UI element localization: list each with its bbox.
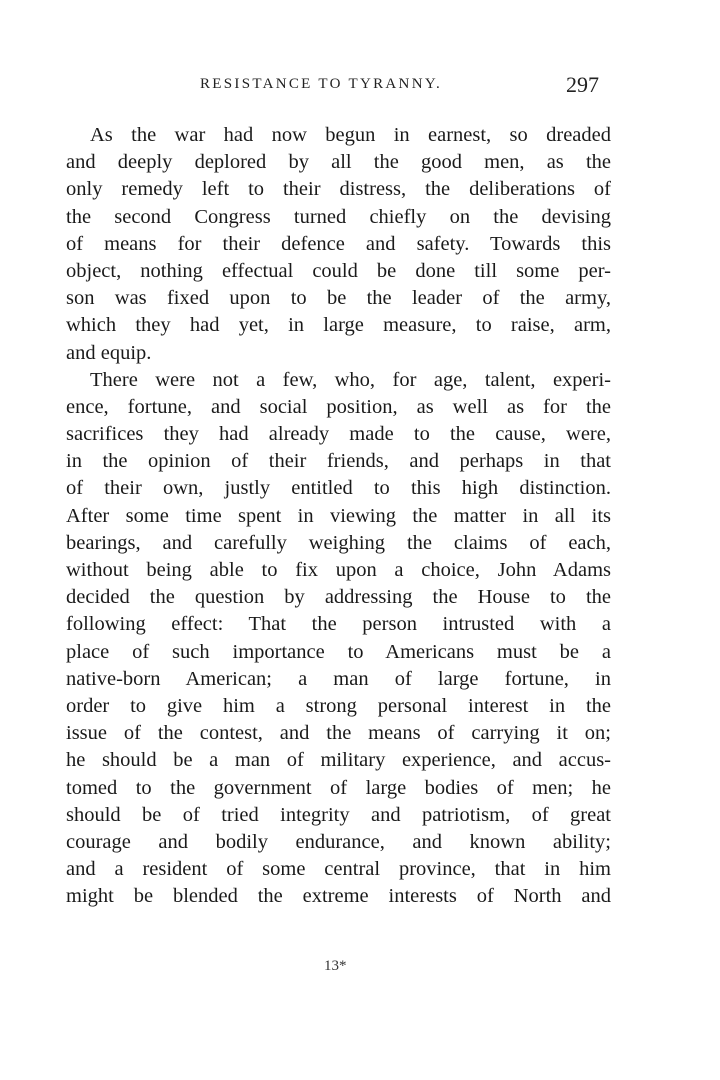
text-line: ence, fortune, and social position, as well as for the <box>66 395 611 418</box>
text-line: decided the question by addressing the House to the <box>66 586 611 609</box>
text-line: might be blended the extreme interests of North and <box>66 885 611 908</box>
text-line: courage and bodily endurance, and known ability; <box>66 830 611 853</box>
text-line: should be of tried integrity and patriotism, of great <box>66 803 611 826</box>
text-line: order to give him a strong personal interest in the <box>66 694 611 717</box>
text-line: following effect: That the person intrusted with a <box>66 613 611 636</box>
text-line: son was fixed upon to be the leader of the army, <box>66 287 611 310</box>
text-line: bearings, and carefully weighing the claims of each, <box>66 531 611 554</box>
running-head-title: RESISTANCE TO TYRANNY. <box>200 76 443 92</box>
text-line: in the opinion of their friends, and perhaps in that <box>66 450 611 473</box>
text-line: which they had yet, in large measure, to raise, arm, <box>66 314 611 337</box>
text-line: There were not a few, who, for age, talent, experi- <box>90 368 611 391</box>
text-line: and equip. <box>66 341 152 364</box>
body-text <box>66 122 611 910</box>
text-line: tomed to the government of large bodies of men; he <box>66 776 611 799</box>
text-line: of means for their defence and safety. Towards this <box>66 232 611 255</box>
signature-mark: 13* <box>324 958 347 974</box>
text-line: As the war had now begun in earnest, so dreaded <box>90 124 611 146</box>
text-line: After some time spent in viewing the matter in all its <box>66 504 611 527</box>
text-line: and a resident of some central province, that in him <box>66 858 611 881</box>
text-line: he should be a man of military experience, and accus- <box>66 749 611 772</box>
text-line: issue of the contest, and the means of carrying it on; <box>66 722 611 745</box>
page-number: 297 <box>566 72 599 97</box>
text-line: sacrifices they had already made to the cause, were, <box>66 423 611 446</box>
text-line: and deeply deplored by all the good men, as the <box>66 151 611 174</box>
text-line: without being able to fix upon a choice, John Adams <box>66 559 611 581</box>
text-line: the second Congress turned chiefly on the devising <box>66 205 611 228</box>
text-line: of their own, justly entitled to this high distinction. <box>66 477 611 500</box>
text-line: object, nothing effectual could be done till some per- <box>66 259 611 282</box>
text-line: only remedy left to their distress, the deliberations of <box>66 178 611 201</box>
text-line: place of such importance to Americans must be a <box>66 640 611 663</box>
text-line: native-born American; a man of large fortune, in <box>66 667 611 690</box>
